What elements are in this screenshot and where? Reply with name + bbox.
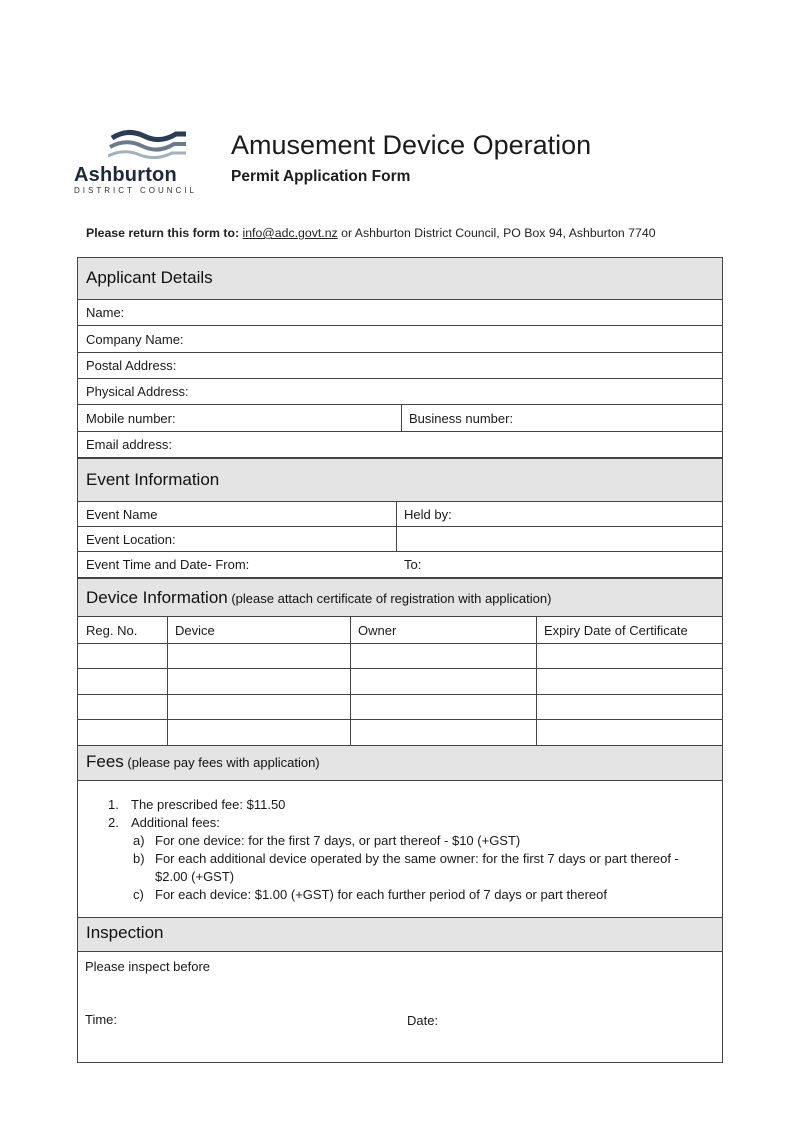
fee-subitem: For each additional device operated by the same owner: for the first 7 days or part thereof - — [155, 851, 679, 866]
physical-address-field[interactable]: Physical Address: — [86, 384, 189, 399]
fee-item: The prescribed fee: $11.50 — [131, 797, 286, 812]
event-time-to-field[interactable]: To: — [404, 557, 422, 572]
return-label: Please return this form to: — [86, 226, 240, 240]
device-row[interactable] — [78, 644, 722, 669]
company-field[interactable]: Company Name: — [86, 331, 184, 347]
col-reg-no: Reg. No. — [86, 622, 138, 638]
divider — [167, 669, 168, 694]
device-header-row — [78, 617, 722, 644]
event-time-row — [78, 552, 722, 578]
email-row — [78, 432, 722, 458]
return-address: or Ashburton District Council, PO Box 94, Ashburton 7740 — [337, 226, 656, 240]
section-event — [78, 458, 722, 502]
company-row — [78, 326, 722, 353]
return-instructions — [86, 226, 656, 240]
return-email-link[interactable]: info@adc.govt.nz — [242, 226, 338, 240]
section-device-title — [86, 588, 551, 608]
divider — [536, 644, 537, 668]
fee-number: 2. — [108, 815, 119, 830]
email-field[interactable]: Email address: — [86, 437, 172, 452]
section-inspection-title: Inspection — [86, 923, 164, 942]
inspection-date-field[interactable]: Date: — [407, 1013, 439, 1028]
divider — [350, 720, 351, 745]
event-name-row — [78, 502, 722, 527]
fee-item: Additional fees: — [131, 815, 220, 830]
section-applicant — [78, 257, 722, 300]
divider — [350, 695, 351, 719]
page-subtitle: Permit Application Form — [231, 168, 411, 185]
event-location-row — [78, 527, 722, 552]
section-applicant-title: Applicant Details — [86, 268, 213, 287]
event-time-from-field[interactable]: Event Time and Date- From: — [86, 557, 250, 572]
section-event-title: Event Information — [86, 470, 220, 489]
section-inspection — [78, 917, 722, 952]
org-name: Ashburton — [74, 164, 177, 186]
section-fees-title — [86, 752, 320, 772]
event-name-field[interactable]: Event Name — [86, 506, 158, 522]
section-device-note: (please attach certificate of registration with application) — [227, 591, 552, 606]
org-subtitle: DISTRICT COUNCIL — [74, 186, 197, 195]
name-field[interactable]: Name: — [86, 305, 125, 320]
postal-row — [78, 353, 722, 379]
physical-row — [78, 379, 722, 405]
fee-subitem-mark: c) — [133, 887, 144, 902]
divider — [167, 720, 168, 745]
device-row[interactable] — [78, 669, 722, 695]
divider — [167, 695, 168, 719]
divider — [350, 669, 351, 694]
event-location-field[interactable]: Event Location: — [86, 531, 176, 547]
col-device: Device — [175, 622, 215, 638]
section-device — [78, 578, 722, 617]
name-row — [78, 300, 722, 326]
council-logo — [74, 128, 204, 195]
divider — [167, 644, 168, 668]
divider — [350, 644, 351, 668]
fee-number: 1. — [108, 797, 119, 812]
business-number-field[interactable]: Business number: — [409, 410, 514, 426]
fee-subitem-mark: a) — [133, 833, 145, 848]
postal-address-field[interactable]: Postal Address: — [86, 358, 177, 373]
inspect-before-field[interactable]: Please inspect before — [85, 959, 211, 974]
device-row[interactable] — [78, 720, 722, 746]
device-row[interactable] — [78, 695, 722, 720]
divider — [536, 669, 537, 694]
page-title: Amusement Device Operation — [231, 130, 592, 160]
section-device-heading: Device Information — [86, 588, 228, 607]
section-fees-heading: Fees — [86, 752, 124, 771]
col-expiry: Expiry Date of Certificate — [544, 622, 688, 638]
fee-subitem-mark: b) — [133, 851, 145, 866]
divider — [536, 695, 537, 719]
fee-subitem: For each device: $1.00 (+GST) for each further period of 7 days or part thereof — [155, 887, 607, 902]
section-fees-note: (please pay fees with application) — [123, 755, 320, 770]
fee-subitem: For one device: for the first 7 days, or part thereof - $10 (+GST) — [155, 833, 521, 848]
mobile-field[interactable]: Mobile number: — [86, 410, 176, 426]
divider — [536, 720, 537, 745]
inspection-time-field[interactable]: Time: — [85, 1012, 118, 1027]
col-owner: Owner — [358, 622, 397, 638]
divider — [396, 527, 397, 551]
section-fees — [78, 745, 722, 781]
application-form — [77, 257, 723, 1063]
held-by-field[interactable]: Held by: — [404, 506, 452, 522]
council-wave-icon — [108, 128, 188, 162]
fee-subitem-cont: $2.00 (+GST) — [155, 869, 235, 884]
fees-list — [78, 781, 722, 917]
inspection-details — [78, 952, 722, 1062]
phone-row — [78, 405, 722, 432]
